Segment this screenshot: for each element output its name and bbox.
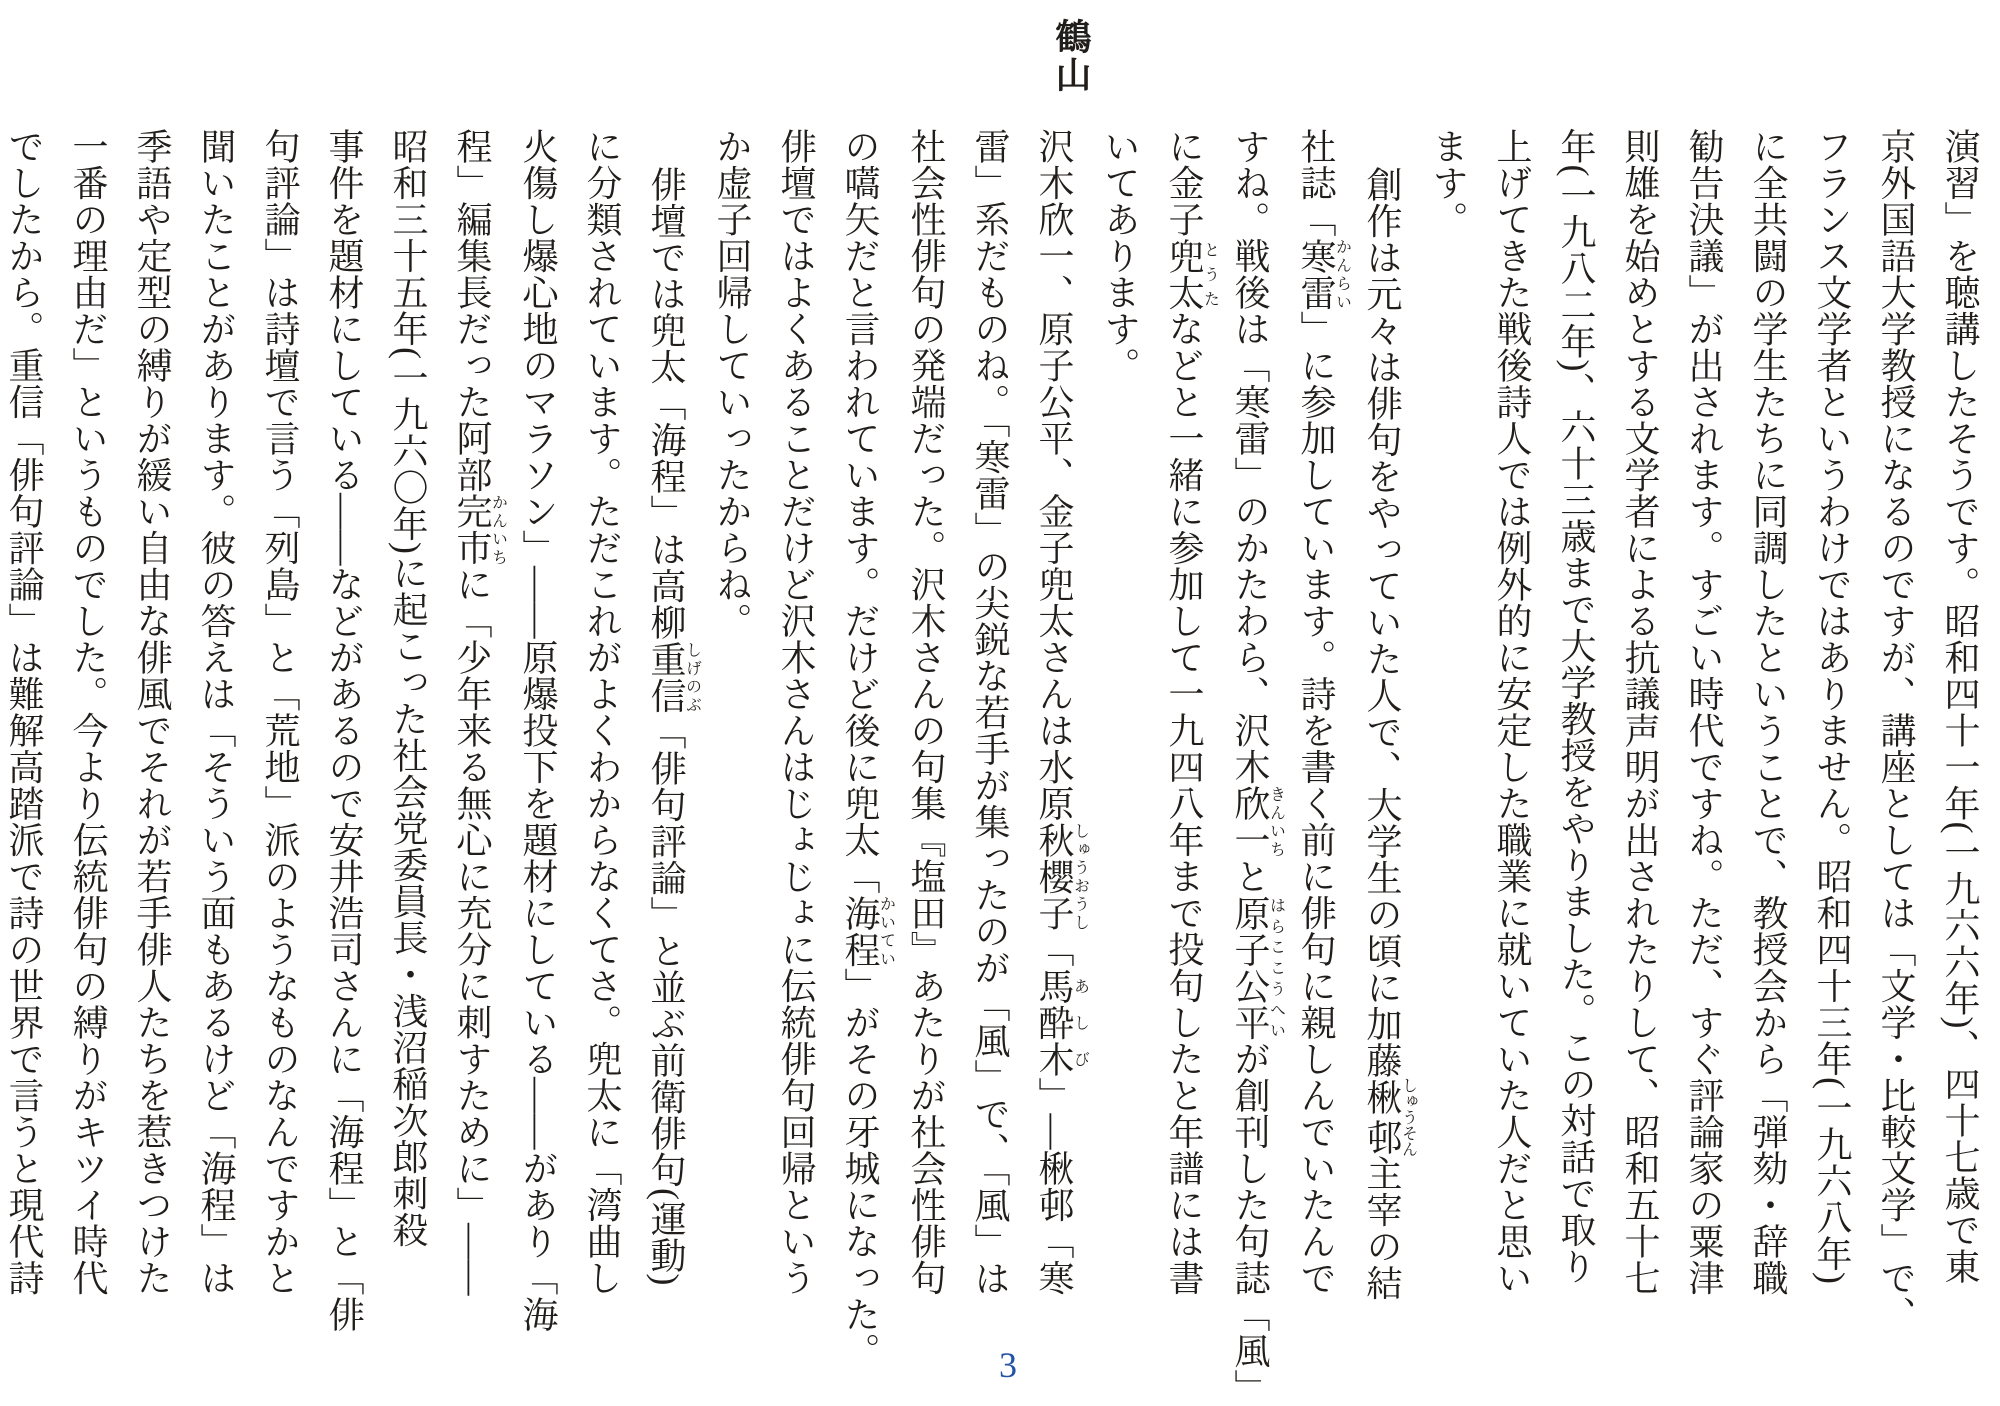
furigana-ruby: 兜太とうた (1164, 237, 1219, 311)
furigana-ruby: 寒雷かんらい (1296, 237, 1351, 311)
text-line: 聞いたことがあります。彼の答えは「そういう面もあるけど「海程」は (196, 128, 236, 1296)
text-line: に全共闘の学生たちに同調したということで、教授会から「弾劾・辞職 (1748, 128, 1788, 1296)
text-line: 京外国語大学教授になるのですが、講座としては「文学・比較文学」で、 (1876, 128, 1916, 1333)
text-line: でしたから。重信「俳句評論」は難解高踏派で詩の世界で言うと現代詩 (4, 128, 44, 1296)
text-line: 沢木欣一、原子公平、金子兜太さんは水原秋櫻子しゅうおうし「馬酔木あしび」―楸邨「寒 (1034, 128, 1089, 1296)
furigana-ruby: 海程かいてい (840, 894, 895, 968)
furigana-ruby: 楸邨しゅうそん (1362, 1076, 1417, 1157)
furigana-ruby: 欣一きんいち (1230, 785, 1285, 858)
furigana-ruby: 秋櫻子しゅうおうし (1034, 821, 1089, 931)
text-line: の嚆矢だと言われています。だけど後に兜太「海程かいてい」がその牙城になった。 (840, 128, 895, 1369)
page-header-title: 鶴山 (1050, 18, 1091, 94)
text-line: 俳壇では兜太「海程」は高柳重信しげのぶ「俳句評論」と並ぶ前衛俳句(運動) (646, 166, 701, 1286)
text-line: 程」編集長だった阿部完市かんいちに「少年来る無心に充分に刺すために」―― (452, 128, 507, 1296)
text-line: 一番の理由だ」というものでした。今より伝統俳句の縛りがキツイ時代 (68, 128, 108, 1296)
text-line: 社誌「寒雷かんらい」に参加しています。詩を書く前に俳句に親しんでいたんで (1296, 128, 1351, 1296)
text-line: 火傷し爆心地のマラソン」――原爆投下を題材にしている――があり「海 (518, 128, 558, 1333)
text-line: 演習」を聴講したそうです。昭和四十一年(一九六六年)、四十七歳で東 (1940, 128, 1980, 1285)
text-line: 上げてきた戦後詩人では例外的に安定した職業に就いていた人だと思い (1492, 128, 1532, 1296)
text-line: 年(一九八二年)、六十三歳まで大学教授をやりました。この対話で取り (1556, 128, 1596, 1285)
text-line: 創作は元々は俳句をやっていた人で、大学生の頃に加藤楸邨しゅうそん主宰の結 (1362, 166, 1417, 1301)
furigana-ruby: 重信しげのぶ (646, 640, 701, 714)
text-line: いてあります。 (1100, 128, 1140, 384)
text-body (0, 128, 1992, 1406)
text-line: に分類されています。ただこれがよくわからなくてさ。兜太に「湾曲し (582, 128, 622, 1296)
text-line: 社会性俳句の発端だった。沢木さんの句集『塩田』あたりが社会性俳句 (906, 128, 946, 1296)
text-line: ます。 (1428, 128, 1468, 238)
text-line: 雷」系だものね。「寒雷」の尖鋭な若手が集ったのが「風」で、「風」は (970, 128, 1010, 1297)
text-line: フランス文学者というわけではありません。昭和四十三年(一九六八年) (1812, 128, 1852, 1285)
text-line: 季語や定型の縛りが緩い自由な俳風でそれが若手俳人たちを惹きつけた (132, 128, 172, 1296)
text-line: 勧告決議」が出されます。すごい時代ですね。ただ、すぐ評論家の粟津 (1684, 128, 1724, 1296)
text-line: 俳壇ではよくあることだけど沢木さんはじょじょに伝統俳句回帰という (776, 128, 816, 1296)
text-line: すね。戦後は「寒雷」のかたわら、沢木欣一きんいちと原子公平はらここうへいが創刊した句誌「風」 (1230, 128, 1285, 1406)
furigana-ruby: 完市かんいち (452, 493, 507, 566)
text-line: 則雄を始めとする文学者による抗議声明が出されたりして、昭和五十七 (1620, 128, 1660, 1296)
page-number: 3 (999, 1345, 1017, 1385)
furigana-ruby: 原子公平はらここうへい (1230, 894, 1285, 1041)
text-line: 句評論」は詩壇で言う「列島」と「荒地」派のようなものなんですかと (260, 128, 300, 1296)
text-line: 昭和三十五年(一九六〇年)に起こった社会党委員長・浅沼稲次郎刺殺 (388, 128, 428, 1248)
text-line: か虚子回帰していったからね。 (712, 128, 752, 639)
text-line: 事件を題材にしている――などがあるので安井浩司さんに「海程」と「俳 (324, 128, 364, 1333)
text-line: に金子兜太とうたなどと一緒に参加して一九四八年まで投句したと年譜には書 (1164, 128, 1219, 1296)
furigana-ruby: 馬酔木あしび (1034, 967, 1089, 1077)
